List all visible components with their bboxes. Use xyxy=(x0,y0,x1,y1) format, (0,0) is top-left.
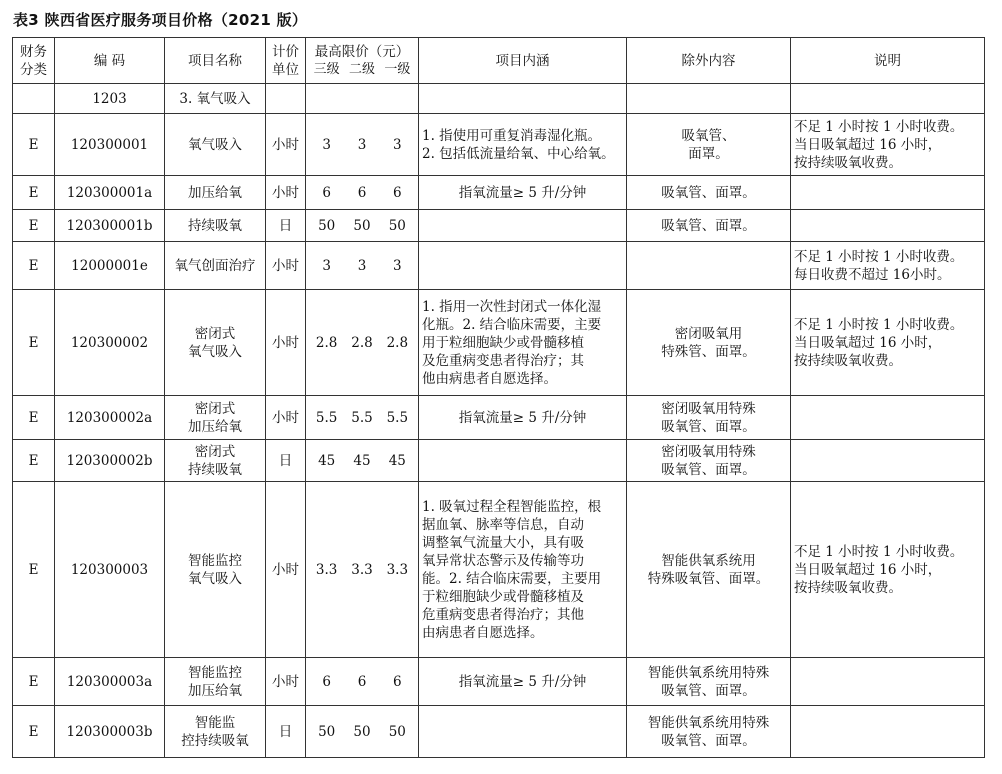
content-line: 化瓶。2. 结合临床需要，主要 xyxy=(422,316,602,333)
table-caption: 表3 陕西省医疗服务项目价格（2021 版） xyxy=(13,11,308,29)
name-line: 加压给氧 xyxy=(188,418,242,435)
price-cell xyxy=(306,440,419,482)
table-row xyxy=(13,396,985,440)
name-line: 智能监控 xyxy=(188,664,242,681)
category-cell: E xyxy=(13,242,55,290)
category-cell: E xyxy=(13,290,55,396)
unit-cell: 小时 xyxy=(266,396,306,440)
price-level-3: 50 xyxy=(318,217,336,234)
header-level-3: 三级 xyxy=(313,61,340,77)
name-line: 氧气吸入 xyxy=(188,136,242,153)
price-level-3: 45 xyxy=(318,452,336,469)
note-cell xyxy=(791,114,985,176)
price-level-2: 5.5 xyxy=(351,409,373,426)
header-category: 财务 分类 xyxy=(13,38,55,84)
exclude-line: 吸氧管、面罩。 xyxy=(661,682,756,699)
exclude-cell xyxy=(627,242,791,290)
content-line: 用于粒细胞缺少或骨髓移植 xyxy=(422,334,584,351)
category-cell: E xyxy=(13,658,55,706)
note-line: 不足 1 小时按 1 小时收费。 xyxy=(794,316,964,333)
price-cell xyxy=(306,242,419,290)
content-line: 能。2. 结合临床需要，主要用 xyxy=(422,570,602,587)
code-cell: 120300002b xyxy=(55,440,165,482)
content-line: 调整氧气流量大小，具有吸 xyxy=(422,534,584,551)
note-line: 不足 1 小时按 1 小时收费。 xyxy=(794,118,964,135)
price-level-1: 50 xyxy=(388,723,406,740)
content-line: 据血氧、脉率等信息，自动 xyxy=(422,516,584,533)
price-level-3: 6 xyxy=(322,184,331,201)
content-cell xyxy=(419,396,627,440)
unit-cell: 日 xyxy=(266,440,306,482)
price-level-1: 3 xyxy=(393,136,402,153)
exclude-line: 吸氧管、面罩。 xyxy=(661,418,756,435)
price-level-2: 6 xyxy=(357,184,367,201)
note-line: 不足 1 小时按 1 小时收费。 xyxy=(794,248,964,265)
content-line: 危重病变患者得治疗；其他 xyxy=(422,606,584,623)
name-line: 密闭式 xyxy=(194,325,236,342)
exclude-line: 面罩。 xyxy=(688,145,729,162)
note-line: 每日收费不超过 16小时。 xyxy=(794,266,951,283)
content-cell xyxy=(419,706,627,758)
price-level-3: 3.3 xyxy=(315,561,338,578)
name-line: 密闭式 xyxy=(194,443,236,460)
table-row xyxy=(13,210,985,242)
category-cell: E xyxy=(13,176,55,210)
exclude-cell xyxy=(627,114,791,176)
unit-cell: 小时 xyxy=(266,658,306,706)
content-cell xyxy=(419,440,627,482)
content-line: 指氧流量≥ 5 升/分钟 xyxy=(458,673,587,690)
content-line: 1. 指使用可重复消毒湿化瓶。 xyxy=(422,127,602,144)
name-line: 氧气吸入 xyxy=(188,570,242,587)
unit-cell: 小时 xyxy=(266,176,306,210)
name-cell xyxy=(165,210,266,242)
header-name: 项目名称 xyxy=(165,38,266,84)
unit-cell: 日 xyxy=(266,706,306,758)
note-cell xyxy=(791,290,985,396)
note-line: 按持续吸氧收费。 xyxy=(794,579,902,596)
exclude-cell xyxy=(627,440,791,482)
category-cell: E xyxy=(13,114,55,176)
exclude-line: 智能供氧系统用 xyxy=(661,552,756,569)
note-line: 按持续吸氧收费。 xyxy=(794,154,902,171)
name-line: 氧气创面治疗 xyxy=(174,257,256,274)
price-level-1: 3 xyxy=(393,257,402,274)
table-row xyxy=(13,290,985,396)
unit-cell: 小时 xyxy=(266,114,306,176)
name-line: 密闭式 xyxy=(194,400,236,417)
content-cell xyxy=(419,242,627,290)
section-code: 1203 xyxy=(55,84,165,114)
name-cell xyxy=(165,396,266,440)
price-cell xyxy=(306,706,419,758)
category-cell: E xyxy=(13,396,55,440)
name-line: 加压给氧 xyxy=(188,682,242,699)
exclude-line: 特殊吸氧管、面罩。 xyxy=(647,570,770,587)
exclude-cell xyxy=(627,482,791,658)
name-line: 氧气吸入 xyxy=(188,343,242,360)
price-cell xyxy=(306,114,419,176)
exclude-line: 特殊管、面罩。 xyxy=(661,343,756,360)
header-level-1: 一级 xyxy=(384,61,411,77)
content-cell xyxy=(419,176,627,210)
header-unit: 计价 单位 xyxy=(266,38,306,84)
exclude-line: 吸氧管、面罩。 xyxy=(661,732,756,749)
code-cell: 120300002 xyxy=(55,290,165,396)
name-line: 加压给氧 xyxy=(188,184,242,201)
exclude-line: 密闭吸氧用特殊 xyxy=(661,443,756,460)
price-level-3: 50 xyxy=(318,723,336,740)
price-level-2: 50 xyxy=(353,723,371,740)
content-line: 由病患者自愿选择。 xyxy=(422,624,544,641)
price-level-1: 50 xyxy=(388,217,406,234)
price-level-1: 5.5 xyxy=(386,409,409,426)
exclude-cell xyxy=(627,706,791,758)
note-line: 按持续吸氧收费。 xyxy=(794,352,902,369)
name-line: 控持续吸氧 xyxy=(181,732,249,749)
name-cell xyxy=(165,290,266,396)
header-row xyxy=(13,38,985,84)
name-cell xyxy=(165,176,266,210)
name-cell xyxy=(165,440,266,482)
exclude-line: 吸氧管、面罩。 xyxy=(661,184,756,201)
content-line: 1. 吸氧过程全程智能监控，根 xyxy=(422,498,602,515)
name-cell xyxy=(165,242,266,290)
exclude-cell xyxy=(627,658,791,706)
note-cell xyxy=(791,176,985,210)
name-cell xyxy=(165,658,266,706)
header-code: 编 码 xyxy=(55,38,165,84)
price-cell xyxy=(306,210,419,242)
price-cell xyxy=(306,396,419,440)
content-line: 1. 指用一次性封闭式一体化湿 xyxy=(422,298,602,315)
header-price: 最高限价（元） 三级 二级 一级 xyxy=(306,38,419,84)
note-line: 当日吸氧超过 16 小时， xyxy=(794,136,942,153)
unit-cell: 小时 xyxy=(266,290,306,396)
price-level-1: 6 xyxy=(393,184,402,201)
table-row xyxy=(13,658,985,706)
content-line: 指氧流量≥ 5 升/分钟 xyxy=(458,409,587,426)
price-level-3: 2.8 xyxy=(315,334,338,351)
category-cell: E xyxy=(13,706,55,758)
category-cell: E xyxy=(13,210,55,242)
exclude-cell xyxy=(627,176,791,210)
price-level-2: 50 xyxy=(353,217,371,234)
unit-cell: 小时 xyxy=(266,242,306,290)
price-level-2: 3.3 xyxy=(351,561,373,578)
exclude-line: 智能供氧系统用特殊 xyxy=(647,714,770,731)
note-cell xyxy=(791,482,985,658)
header-note: 说明 xyxy=(791,38,985,84)
price-level-3: 3 xyxy=(322,136,331,153)
code-cell: 120300003a xyxy=(55,658,165,706)
table-row xyxy=(13,242,985,290)
note-cell xyxy=(791,706,985,758)
exclude-cell xyxy=(627,290,791,396)
unit-cell: 日 xyxy=(266,210,306,242)
name-line: 持续吸氧 xyxy=(188,217,242,234)
price-level-2: 3 xyxy=(357,257,367,274)
name-cell xyxy=(165,482,266,658)
name-line: 持续吸氧 xyxy=(188,461,242,478)
note-cell xyxy=(791,658,985,706)
price-level-1: 6 xyxy=(393,673,402,690)
exclude-line: 密闭吸氧用 xyxy=(674,325,743,342)
price-level-3: 6 xyxy=(322,673,331,690)
code-cell: 120300001a xyxy=(55,176,165,210)
price-level-3: 3 xyxy=(322,257,331,274)
unit-cell: 小时 xyxy=(266,482,306,658)
content-cell xyxy=(419,290,627,396)
category-cell: E xyxy=(13,440,55,482)
content-cell xyxy=(419,210,627,242)
name-line: 智能监控 xyxy=(188,552,242,569)
content-line: 他由病患者自愿选择。 xyxy=(422,370,557,387)
code-cell: 12000001e xyxy=(55,242,165,290)
price-cell xyxy=(306,658,419,706)
exclude-line: 吸氧管、面罩。 xyxy=(661,217,756,234)
name-line: 智能监 xyxy=(194,714,236,731)
price-cell xyxy=(306,482,419,658)
exclude-line: 吸氧管、面罩。 xyxy=(661,461,756,478)
content-cell xyxy=(419,482,627,658)
note-line: 不足 1 小时按 1 小时收费。 xyxy=(794,543,964,560)
section-row xyxy=(13,84,985,114)
note-cell xyxy=(791,396,985,440)
price-level-2: 2.8 xyxy=(351,334,373,351)
table-row xyxy=(13,706,985,758)
code-cell: 120300001 xyxy=(55,114,165,176)
price-table xyxy=(12,37,985,758)
table-row xyxy=(13,176,985,210)
price-level-3: 5.5 xyxy=(315,409,338,426)
table-row xyxy=(13,114,985,176)
content-line: 氧异常状态警示及传输等功 xyxy=(422,552,584,569)
content-line: 及危重病变患者得治疗；其 xyxy=(422,352,584,369)
price-cell xyxy=(306,176,419,210)
price-level-1: 3.3 xyxy=(386,561,409,578)
section-name: 3. 氧气吸入 xyxy=(165,84,266,114)
name-cell xyxy=(165,114,266,176)
price-level-2: 45 xyxy=(353,452,371,469)
exclude-cell xyxy=(627,210,791,242)
note-cell xyxy=(791,210,985,242)
code-cell: 120300002a xyxy=(55,396,165,440)
price-level-1: 2.8 xyxy=(386,334,409,351)
header-content: 项目内涵 xyxy=(419,38,627,84)
table-row xyxy=(13,482,985,658)
code-cell: 120300003b xyxy=(55,706,165,758)
content-line: 于粒细胞缺少或骨髓移植及 xyxy=(422,588,584,605)
content-cell xyxy=(419,114,627,176)
note-cell xyxy=(791,440,985,482)
price-cell xyxy=(306,290,419,396)
content-line: 2. 包括低流量给氧、中心给氧。 xyxy=(422,145,615,162)
content-line: 指氧流量≥ 5 升/分钟 xyxy=(458,184,587,201)
content-cell xyxy=(419,658,627,706)
exclude-line: 密闭吸氧用特殊 xyxy=(661,400,756,417)
code-cell: 120300001b xyxy=(55,210,165,242)
category-cell: E xyxy=(13,482,55,658)
price-level-2: 3 xyxy=(357,136,367,153)
price-level-1: 45 xyxy=(388,452,406,469)
exclude-line: 智能供氧系统用特殊 xyxy=(647,664,770,681)
note-cell xyxy=(791,242,985,290)
exclude-line: 吸氧管、 xyxy=(681,127,736,144)
header-level-2: 二级 xyxy=(348,61,375,77)
price-level-2: 6 xyxy=(357,673,367,690)
name-cell xyxy=(165,706,266,758)
table-row xyxy=(13,440,985,482)
code-cell: 120300003 xyxy=(55,482,165,658)
note-line: 当日吸氧超过 16 小时， xyxy=(794,334,942,351)
exclude-cell xyxy=(627,396,791,440)
note-line: 当日吸氧超过 16 小时， xyxy=(794,561,942,578)
header-exclude: 除外内容 xyxy=(627,38,791,84)
